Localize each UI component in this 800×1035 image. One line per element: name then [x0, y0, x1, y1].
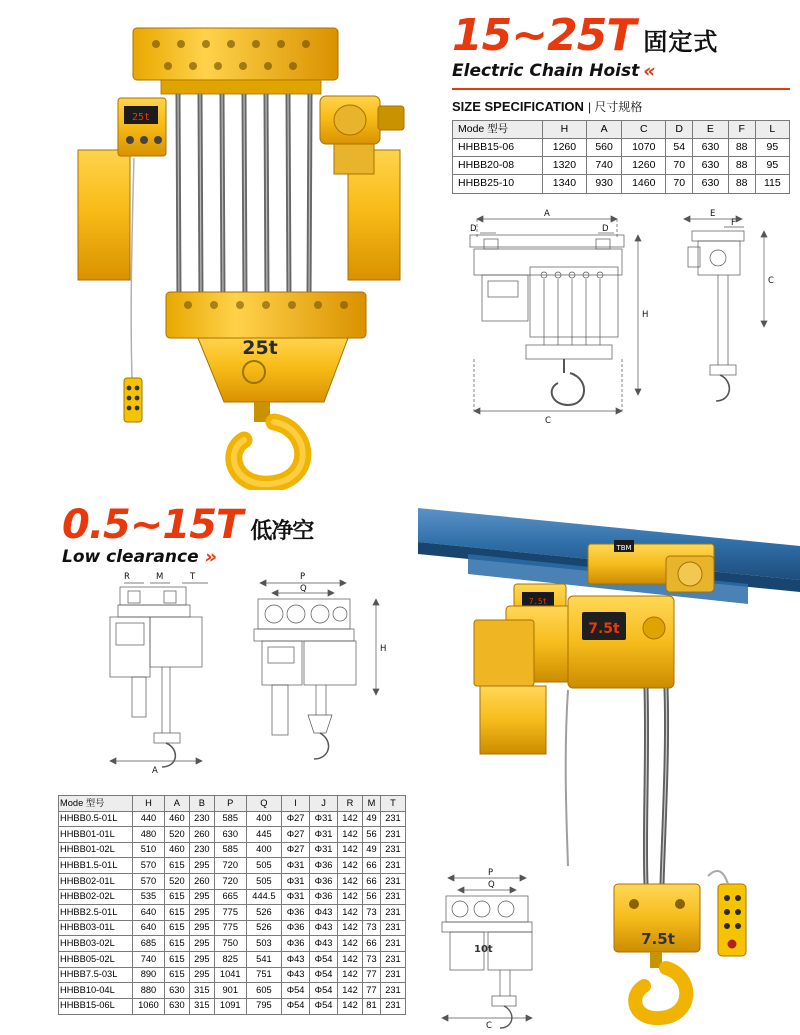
size-specification-table-bottom — [58, 795, 406, 1015]
dim-label-d-left: D — [470, 224, 477, 234]
spec-bottom-cell: 56 — [362, 889, 380, 905]
spec-bottom-cell: 142 — [338, 842, 363, 858]
spec-top-cell: 1460 — [622, 175, 666, 193]
spec-bottom-cell: 400 — [246, 842, 281, 858]
spec-bottom-cell: Φ54 — [310, 998, 338, 1014]
hoist-photo-25t-svg — [48, 10, 438, 490]
dim-label-f: F — [731, 218, 736, 228]
table-row — [453, 139, 790, 157]
spec-bottom-cell: 460 — [164, 811, 189, 827]
spec-bottom-cell: 142 — [338, 967, 363, 983]
spec-bottom-cell: 880 — [133, 983, 165, 999]
section-bottom-title-cn: 低净空 — [250, 519, 314, 544]
spec-bottom-cell: 526 — [246, 920, 281, 936]
spec-top-cell: 1340 — [543, 175, 587, 193]
spec-bottom-cell: 570 — [133, 874, 165, 890]
section-top-title — [452, 10, 790, 61]
spec-bottom-cell: 142 — [338, 936, 363, 952]
spec-bottom-cell: 73 — [362, 905, 380, 921]
spec-top-cell: 95 — [755, 157, 789, 175]
spec-top-cell: 70 — [666, 175, 693, 193]
dim-label-p: P — [300, 572, 306, 582]
spec-bottom-cell: 295 — [189, 889, 214, 905]
dim-label-c2: C — [768, 276, 774, 286]
spec-top-cell: 1260 — [543, 139, 587, 157]
spec-bottom-model-cell: HHBB01-02L — [59, 842, 133, 858]
spec-bottom-cell: 720 — [214, 874, 246, 890]
section-bottom-title-main: 0.5~15T — [62, 502, 243, 548]
spec-top-header-0: Mode 型号 — [453, 121, 543, 139]
spec-top-header-1: H — [543, 121, 587, 139]
spec-bottom-cell: 231 — [380, 827, 405, 843]
spec-bottom-cell: 615 — [164, 889, 189, 905]
spec-top-header-5: E — [693, 121, 728, 139]
dim-label-h-bottom: H — [380, 644, 387, 654]
table-row — [59, 905, 406, 921]
spec-bottom-cell: Φ43 — [282, 967, 310, 983]
spec-bottom-header-4: P — [214, 796, 246, 812]
spec-bottom-cell: 775 — [214, 920, 246, 936]
table-row — [59, 811, 406, 827]
divider — [452, 88, 790, 90]
spec-bottom-cell: 295 — [189, 952, 214, 968]
spec-top-cell: 88 — [728, 139, 755, 157]
spec-bottom-cell: Φ31 — [282, 858, 310, 874]
table-header-row — [453, 121, 790, 139]
spec-top-cell: 95 — [755, 139, 789, 157]
spec-top-cell: 1320 — [543, 157, 587, 175]
spec-bottom-cell: 630 — [164, 983, 189, 999]
spec-bottom-cell: 295 — [189, 920, 214, 936]
spec-bottom-cell: 49 — [362, 811, 380, 827]
spec-bottom-cell: 295 — [189, 905, 214, 921]
spec-bottom-cell: Φ54 — [310, 967, 338, 983]
spec-bottom-cell: 520 — [164, 874, 189, 890]
dim-label-e: E — [710, 209, 716, 219]
spec-bottom-cell: 505 — [246, 858, 281, 874]
spec-bottom-cell: 231 — [380, 874, 405, 890]
spec-bottom-cell: 901 — [214, 983, 246, 999]
spec-bottom-cell: 231 — [380, 889, 405, 905]
spec-bottom-header-10: T — [380, 796, 405, 812]
spec-bottom-model-cell: HHBB02-01L — [59, 874, 133, 890]
section-bottom-subtitle-text: Low clearance — [62, 547, 199, 567]
table-row — [59, 920, 406, 936]
spec-bottom-cell: 460 — [164, 842, 189, 858]
spec-top-cell: 630 — [693, 139, 728, 157]
svg-text:7.5t: 7.5t — [528, 597, 548, 606]
spec-bottom-cell: 640 — [133, 920, 165, 936]
spec-bottom-cell: 73 — [362, 952, 380, 968]
spec-bottom-cell: Φ27 — [282, 842, 310, 858]
table-row — [453, 175, 790, 193]
spec-bottom-cell: Φ36 — [282, 905, 310, 921]
spec-bottom-cell: 400 — [246, 811, 281, 827]
spec-bottom-model-cell: HHBB1.5-01L — [59, 858, 133, 874]
spec-top-header-6: F — [728, 121, 755, 139]
spec-bottom-cell: 49 — [362, 842, 380, 858]
section-top-header — [452, 10, 790, 194]
spec-bottom-cell: 615 — [164, 905, 189, 921]
spec-bottom-cell: 685 — [133, 936, 165, 952]
table-row — [59, 998, 406, 1014]
spec-bottom-cell: 81 — [362, 998, 380, 1014]
dim-label-a: A — [544, 209, 550, 219]
table-header-row — [59, 796, 406, 812]
spec-bottom-model-cell: HHBB0.5-01L — [59, 811, 133, 827]
spec-bottom-cell: 665 — [214, 889, 246, 905]
hook-block-label-7p5t: 7.5t — [641, 930, 675, 948]
spec-bottom-cell: 1041 — [214, 967, 246, 983]
spec-bottom-cell: 142 — [338, 811, 363, 827]
spec-bottom-cell: 77 — [362, 983, 380, 999]
dim-label-c: C — [545, 416, 551, 426]
spec-bottom-cell: 440 — [133, 811, 165, 827]
spec-bottom-cell: Φ54 — [310, 952, 338, 968]
section-top-subtitle — [452, 60, 790, 82]
spec-bottom-cell: Φ31 — [310, 827, 338, 843]
spec-top-cell: 88 — [728, 157, 755, 175]
spec-top-cell: 740 — [586, 157, 621, 175]
table-row — [59, 967, 406, 983]
spec-bottom-cell: Φ36 — [310, 858, 338, 874]
spec-bottom-cell: 230 — [189, 811, 214, 827]
spec-bottom-model-cell: HHBB2.5-01L — [59, 905, 133, 921]
spec-bottom-model-cell: HHBB05-02L — [59, 952, 133, 968]
spec-bottom-cell: 740 — [133, 952, 165, 968]
spec-bottom-cell: 640 — [133, 905, 165, 921]
spec-bottom-cell: Φ36 — [282, 936, 310, 952]
chevron-right-icon: » — [204, 546, 213, 568]
spec-bottom-cell: 231 — [380, 952, 405, 968]
spec-bottom-cell: Φ36 — [282, 920, 310, 936]
spec-bottom-cell: 231 — [380, 858, 405, 874]
svg-text:25t: 25t — [131, 112, 151, 123]
spec-bottom-cell: 585 — [214, 811, 246, 827]
spec-bottom-cell: 795 — [246, 998, 281, 1014]
spec-bottom-cell: 751 — [246, 967, 281, 983]
spec-bottom-cell: Φ31 — [310, 842, 338, 858]
spec-bottom-cell: Φ36 — [310, 874, 338, 890]
spec-bottom-model-cell: HHBB7.5-03L — [59, 967, 133, 983]
dim-label-r: R — [124, 572, 130, 582]
spec-bottom-model-cell: HHBB15-06L — [59, 998, 133, 1014]
section-top-title-cn: 固定式 — [643, 28, 719, 56]
table-row — [59, 952, 406, 968]
spec-bottom-cell: 73 — [362, 920, 380, 936]
spec-bottom-cell: 480 — [133, 827, 165, 843]
spec-bottom-cell: Φ54 — [282, 998, 310, 1014]
technical-drawing-bottom — [58, 565, 408, 780]
spec-bottom-cell: 295 — [189, 967, 214, 983]
spec-bottom-cell: Φ36 — [310, 889, 338, 905]
spec-bottom-cell: Φ43 — [310, 905, 338, 921]
spec-heading — [452, 98, 790, 115]
spec-bottom-cell: 570 — [133, 858, 165, 874]
spec-bottom-cell: Φ54 — [310, 983, 338, 999]
spec-bottom-cell: 1060 — [133, 998, 165, 1014]
spec-bottom-cell: 231 — [380, 983, 405, 999]
spec-bottom-header-9: M — [362, 796, 380, 812]
dim-label-a-bottom: A — [152, 766, 158, 776]
dim-label-t: T — [190, 572, 196, 582]
spec-bottom-cell: 66 — [362, 936, 380, 952]
spec-bottom-cell: 142 — [338, 858, 363, 874]
technical-drawing-top-svg — [452, 205, 792, 435]
table-row — [59, 936, 406, 952]
spec-bottom-cell: Φ54 — [282, 983, 310, 999]
spec-bottom-model-cell: HHBB10-04L — [59, 983, 133, 999]
spec-bottom-header-2: A — [164, 796, 189, 812]
spec-bottom-cell: 142 — [338, 889, 363, 905]
spec-bottom-cell: 231 — [380, 920, 405, 936]
spec-bottom-cell: 142 — [338, 920, 363, 936]
spec-bottom-cell: Φ31 — [310, 811, 338, 827]
spec-top-cell: 630 — [693, 157, 728, 175]
spec-bottom-cell: 230 — [189, 842, 214, 858]
table-row — [59, 858, 406, 874]
dim-label-c-small: C — [486, 1021, 492, 1030]
spec-top-model-cell: HHBB25-10 — [453, 175, 543, 193]
spec-top-cell: 1260 — [622, 157, 666, 175]
spec-bottom-cell: 295 — [189, 858, 214, 874]
spec-bottom-cell: 260 — [189, 827, 214, 843]
spec-bottom-cell: 750 — [214, 936, 246, 952]
spec-top-cell: 70 — [666, 157, 693, 175]
size-specification-table-top — [452, 120, 790, 194]
spec-bottom-header-5: Q — [246, 796, 281, 812]
spec-bottom-cell: 142 — [338, 998, 363, 1014]
dim-label-d-right: D — [602, 224, 609, 234]
spec-top-cell: 54 — [666, 139, 693, 157]
spec-bottom-model-cell: HHBB03-01L — [59, 920, 133, 936]
spec-top-header-4: D — [666, 121, 693, 139]
spec-bottom-cell: 231 — [380, 811, 405, 827]
spec-top-cell: 88 — [728, 175, 755, 193]
hoist-photo-7p5t-svg — [418, 500, 800, 1030]
spec-bottom-cell: 77 — [362, 967, 380, 983]
spec-bottom-cell: 775 — [214, 905, 246, 921]
spec-bottom-cell: 142 — [338, 983, 363, 999]
spec-bottom-cell: 615 — [164, 936, 189, 952]
spec-top-cell: 115 — [755, 175, 789, 193]
spec-bottom-model-cell: HHBB02-02L — [59, 889, 133, 905]
spec-bottom-cell: 66 — [362, 874, 380, 890]
spec-bottom-cell: 630 — [214, 827, 246, 843]
hoist-photo-25t — [48, 10, 438, 490]
spec-bottom-cell: 444.5 — [246, 889, 281, 905]
spec-bottom-cell: 1091 — [214, 998, 246, 1014]
spec-bottom-cell: 231 — [380, 842, 405, 858]
dim-label-h: H — [642, 310, 649, 320]
spec-heading-cn: | 尺寸规格 — [587, 100, 643, 114]
spec-bottom-cell: Φ43 — [310, 936, 338, 952]
spec-bottom-cell: 142 — [338, 827, 363, 843]
table-row — [59, 889, 406, 905]
spec-top-header-3: C — [622, 121, 666, 139]
spec-bottom-cell: 535 — [133, 889, 165, 905]
spec-bottom-cell: 315 — [189, 998, 214, 1014]
spec-bottom-cell: 825 — [214, 952, 246, 968]
spec-bottom-cell: 615 — [164, 952, 189, 968]
spec-bottom-cell: Φ43 — [310, 920, 338, 936]
table-row — [59, 983, 406, 999]
spec-bottom-cell: 231 — [380, 998, 405, 1014]
spec-bottom-header-7: J — [310, 796, 338, 812]
spec-top-model-cell: HHBB20-08 — [453, 157, 543, 175]
spec-bottom-cell: Φ27 — [282, 811, 310, 827]
spec-bottom-cell: 541 — [246, 952, 281, 968]
spec-bottom-cell: 231 — [380, 967, 405, 983]
spec-bottom-cell: Φ31 — [282, 874, 310, 890]
spec-heading-en: SIZE SPECIFICATION — [452, 99, 584, 114]
spec-bottom-cell: 295 — [189, 936, 214, 952]
spec-bottom-cell: Φ27 — [282, 827, 310, 843]
table-row — [59, 827, 406, 843]
spec-bottom-cell: 520 — [164, 827, 189, 843]
spec-bottom-header-6: I — [282, 796, 310, 812]
spec-bottom-cell: 510 — [133, 842, 165, 858]
technical-drawing-top — [452, 205, 792, 435]
hoist-photo-7p5t — [418, 500, 800, 1030]
spec-top-header-7: L — [755, 121, 789, 139]
spec-bottom-cell: 615 — [164, 858, 189, 874]
spec-bottom-cell: 505 — [246, 874, 281, 890]
spec-bottom-cell: 231 — [380, 905, 405, 921]
spec-bottom-cell: 615 — [164, 920, 189, 936]
dim-label-m: M — [156, 572, 164, 582]
dim-label-q-small: Q — [488, 880, 495, 890]
spec-bottom-header-8: R — [338, 796, 363, 812]
small-drawing-capacity-label: 10t — [474, 944, 493, 955]
dim-label-p-small: P — [488, 868, 494, 878]
spec-top-header-2: A — [586, 121, 621, 139]
spec-bottom-header-3: B — [189, 796, 214, 812]
section-top-subtitle-text: Electric Chain Hoist — [452, 61, 640, 81]
spec-bottom-cell: 720 — [214, 858, 246, 874]
spec-bottom-cell: 142 — [338, 905, 363, 921]
spec-top-cell: 930 — [586, 175, 621, 193]
spec-bottom-cell: 142 — [338, 952, 363, 968]
spec-bottom-cell: Φ31 — [282, 889, 310, 905]
spec-bottom-cell: 66 — [362, 858, 380, 874]
spec-bottom-cell: 890 — [133, 967, 165, 983]
spec-bottom-cell: 630 — [164, 998, 189, 1014]
spec-bottom-cell: 260 — [189, 874, 214, 890]
spec-bottom-cell: 605 — [246, 983, 281, 999]
spec-bottom-cell: 315 — [189, 983, 214, 999]
spec-bottom-cell: 231 — [380, 936, 405, 952]
spec-bottom-cell: 142 — [338, 874, 363, 890]
spec-bottom-cell: 615 — [164, 967, 189, 983]
technical-drawing-bottom-svg — [58, 565, 408, 780]
spec-bottom-header-1: H — [133, 796, 165, 812]
section-top-title-main: 15~25T — [452, 10, 636, 61]
table-row — [453, 157, 790, 175]
spec-bottom-cell: 526 — [246, 905, 281, 921]
spec-bottom-cell: 445 — [246, 827, 281, 843]
table-row — [59, 842, 406, 858]
spec-bottom-header-0: Mode 型号 — [59, 796, 133, 812]
section-bottom-title — [62, 502, 442, 548]
spec-bottom-cell: 585 — [214, 842, 246, 858]
section-bottom-header — [62, 502, 442, 568]
spec-bottom-cell: 56 — [362, 827, 380, 843]
spec-top-cell: 630 — [693, 175, 728, 193]
table-row — [59, 874, 406, 890]
hoist-display-7p5t: 7.5t — [588, 621, 620, 637]
spec-bottom-model-cell: HHBB03-02L — [59, 936, 133, 952]
svg-text:TBM: TBM — [616, 544, 632, 552]
chevron-left-icon: « — [643, 60, 652, 82]
spec-top-model-cell: HHBB15-06 — [453, 139, 543, 157]
hoist-capacity-badge-25t: 25t — [242, 337, 278, 359]
spec-top-cell: 560 — [586, 139, 621, 157]
spec-bottom-cell: 503 — [246, 936, 281, 952]
dim-label-q: Q — [300, 584, 307, 594]
spec-bottom-cell: Φ43 — [282, 952, 310, 968]
spec-top-cell: 1070 — [622, 139, 666, 157]
spec-bottom-model-cell: HHBB01-01L — [59, 827, 133, 843]
